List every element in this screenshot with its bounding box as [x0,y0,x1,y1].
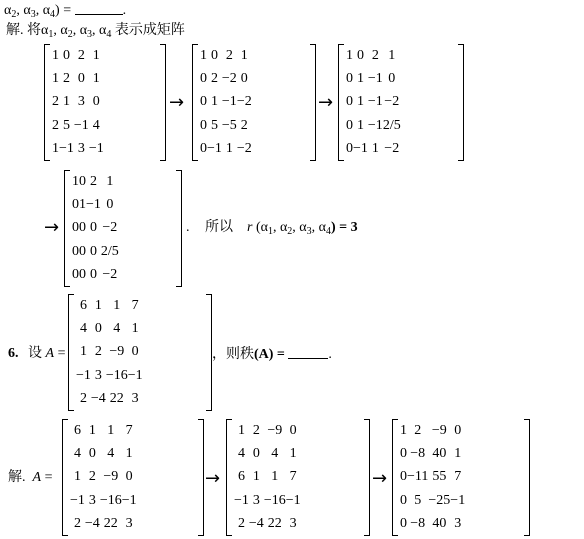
matrix-cell: 4 [92,117,100,133]
matrix-cell: 2 [237,516,245,532]
matrix-cell: 0 [252,446,260,462]
matrix-cell: 0 [400,516,407,532]
matrix-row [234,513,301,536]
matrix-row [234,419,301,442]
matrix-cell: 4 [107,446,115,462]
matrix-cell: 0 [346,117,353,133]
matrix-cell: −2 [384,141,400,157]
matrix-row [200,91,252,114]
matrix-row [400,419,465,442]
matrix-cell: 0 [94,321,102,337]
matrix-cell: −2 [384,94,400,110]
matrix-row [70,466,137,489]
matrix-cell: 4 [113,321,121,337]
matrix-cell: 2/5 [100,243,119,259]
matrix-row [234,442,301,465]
matrix-cell: 1 [210,94,218,110]
matrix-row [400,466,465,489]
period-after-m4: . [186,220,190,235]
matrix-cell: 1 [289,446,297,462]
matrix-cell: 2 [73,516,81,532]
matrix-cell: 0 [200,117,207,133]
matrix-cell: −1 [234,492,249,508]
matrix-row [72,240,119,263]
matrix-cell: −1 [127,367,143,383]
matrix-cell: 1 [94,297,102,313]
matrix-cell: 22 [109,391,124,407]
matrix-cell: 0 [400,469,407,485]
matrix-cell: 0 [210,47,218,63]
matrix-cell: −9 [103,469,119,485]
matrix-row [70,513,137,536]
matrix-cell: 0 [200,94,207,110]
matrix-cell: 0 [400,446,407,462]
matrix-cell: 2 [79,391,87,407]
matrix-cell: 0 [79,173,86,189]
matrix-cell: 1 [52,47,59,63]
matrix-cell: 7 [454,469,462,485]
matrix-B [62,419,204,536]
matrix-cell: 1 [52,141,59,157]
matrix-cell: −2 [236,94,252,110]
matrix-cell: 2 [414,422,422,438]
arrow-5: → [372,468,388,489]
matrix-cell: 0 [388,71,396,87]
matrix-cell: 2 [77,47,85,63]
matrix-cell: 1 [62,94,70,110]
matrix-cell: 1 [52,71,59,87]
matrix-row [52,138,104,161]
matrix-cell: 1 [92,47,100,63]
matrix-cell: 3 [94,367,102,383]
matrix-cell: 0 [79,220,86,236]
matrix-cell: 1 [371,141,379,157]
matrix-C [226,419,370,536]
matrix-cell: 5 [414,492,422,508]
matrix-cell: −4 [248,516,264,532]
matrix-cell: 5 [210,117,218,133]
solution-intro-line: 解. 将$\alpha_1$, $\alpha_2$, $\alpha_3$, $\alpha_4$ 表示成矩阵 [6,23,185,40]
matrix-row [72,217,119,240]
top-fragment-line: $\alpha_2$, $\alpha_3$, $\alpha_4$) = . [4,3,127,20]
matrix-cell: 7 [289,469,297,485]
matrix-row [346,44,401,67]
matrix-row [346,91,401,114]
question-6-tail: ，则秩(A) = . [212,347,332,362]
matrix-cell: 2 [94,344,102,360]
matrix-row [400,442,465,465]
matrix-cell: −8 [410,446,426,462]
matrix-cell: −11 [407,469,429,485]
matrix-row [346,138,401,161]
rank-statement: 所以 r ($\alpha_1$, $\alpha_2$, $\alpha_3$, $\alpha_4) = 3$ [205,220,358,237]
matrix-cell: −2 [236,141,252,157]
matrix-cell: 0 [72,243,79,259]
matrix-cell: −8 [410,516,426,532]
matrix-cell: −5 [221,117,237,133]
matrix-cell: 2 [240,117,248,133]
matrix-cell: 22 [267,516,282,532]
matrix-cell: 2 [371,47,379,63]
matrix-cell: −1 [285,492,301,508]
matrix-cell: 1 [200,47,207,63]
matrix-cell: 0 [89,267,97,283]
matrix-cell: 1 [400,422,407,438]
matrix-row [76,341,143,364]
matrix-cell: −1 [73,117,89,133]
matrix-cell: −16 [99,492,122,508]
matrix-cell: 4 [271,446,279,462]
matrix-cell: 1 [79,197,86,213]
matrix-cell: 1 [88,422,96,438]
matrix-cell: −1 [207,141,222,157]
matrix-cell: 22 [103,516,118,532]
matrix-cell: 4 [237,446,245,462]
matrix-D [392,419,530,536]
matrix-A-question [68,294,212,411]
matrix-cell: −1 [367,117,383,133]
matrix-cell: −16 [263,492,286,508]
matrix-cell: 1 [252,469,260,485]
matrix-cell: −4 [84,516,100,532]
matrix-cell: −1 [76,367,91,383]
matrix-cell: 1 [346,47,353,63]
matrix-m4 [64,170,182,287]
matrix-row [76,317,143,340]
matrix-cell: 2 [89,173,97,189]
matrix-cell: 0 [72,220,79,236]
matrix-cell: −4 [90,391,106,407]
matrix-cell: 40 [432,446,447,462]
matrix-cell: 0 [346,71,353,87]
matrix-cell: 0 [62,47,70,63]
matrix-cell: 2 [225,47,233,63]
matrix-row [234,489,301,512]
matrix-cell: 0 [240,71,248,87]
matrix-cell: 5 [62,117,70,133]
matrix-cell: 1 [454,446,462,462]
question-6-number: 6. [8,346,19,361]
matrix-cell: 1 [92,71,100,87]
matrix-cell: −1 [353,141,368,157]
matrix-row [200,138,252,161]
matrix-m1 [44,44,166,161]
matrix-row [200,114,252,137]
matrix-cell: 1 [73,469,81,485]
matrix-cell: 3 [88,492,96,508]
matrix-cell: 1 [356,94,364,110]
matrix-cell: 1 [225,141,233,157]
matrix-cell: −16 [105,367,128,383]
arrow-2: → [318,92,334,113]
matrix-m3 [338,44,464,161]
matrix-cell: 3 [289,516,297,532]
matrix-cell: −2 [102,220,118,236]
matrix-cell: 0 [106,197,114,213]
matrix-cell: 40 [432,516,447,532]
matrix-cell: 0 [289,422,297,438]
matrix-cell: 4 [79,321,87,337]
question-6-text: 设 A = [28,346,66,361]
matrix-cell: 1 [237,422,245,438]
matrix-row [70,442,137,465]
matrix-cell: 55 [432,469,447,485]
matrix-cell: −1 [367,94,383,110]
matrix-row [52,91,104,114]
matrix-cell: 0 [125,469,133,485]
matrix-row [70,419,137,442]
matrix-row [346,67,401,90]
matrix-cell: 1 [106,173,114,189]
matrix-row [76,364,143,387]
matrix-row [72,193,119,216]
matrix-row [70,489,137,512]
matrix-cell: −9 [109,344,125,360]
matrix-cell: −1 [121,492,137,508]
matrix-cell: −1 [70,492,85,508]
matrix-row [76,388,143,411]
matrix-cell: 1 [72,173,79,189]
matrix-cell: 2 [252,422,260,438]
matrix-cell: 0 [89,220,97,236]
matrix-cell: −2 [221,71,237,87]
matrix-row [52,114,104,137]
matrix-cell: 0 [79,267,86,283]
matrix-cell: 6 [237,469,245,485]
matrix-cell: 2 [52,94,59,110]
matrix-row [234,466,301,489]
matrix-cell: 7 [131,297,139,313]
matrix-cell: 0 [92,94,100,110]
matrix-cell: −1 [86,197,101,213]
matrix-cell: 7 [125,422,133,438]
matrix-cell: 1 [271,469,279,485]
matrix-row [52,44,104,67]
solution-2-label: 解. A = [8,470,53,485]
matrix-row [72,264,119,287]
matrix-row [400,513,465,536]
matrix-cell: −1 [59,141,74,157]
matrix-cell: 2 [210,71,218,87]
matrix-cell: 0 [131,344,139,360]
matrix-row [72,170,119,193]
matrix-cell: 1 [107,422,115,438]
matrix-cell: 0 [72,197,79,213]
matrix-cell: −9 [267,422,283,438]
matrix-cell: 1 [356,71,364,87]
matrix-cell: 0 [356,47,364,63]
matrix-cell: 1 [125,446,133,462]
matrix-cell: 3 [252,492,260,508]
matrix-cell: 6 [73,422,81,438]
matrix-cell: −1 [88,141,104,157]
matrix-cell: 1 [240,47,248,63]
matrix-cell: 0 [88,446,96,462]
matrix-cell: 2 [52,117,59,133]
matrix-row [200,67,252,90]
matrix-row [346,114,401,137]
matrix-cell: 1 [79,344,87,360]
matrix-cell: 0 [77,71,85,87]
matrix-row [400,489,465,512]
matrix-cell: 6 [79,297,87,313]
matrix-cell: 3 [131,391,139,407]
matrix-cell: 0 [200,71,207,87]
matrix-cell: 3 [77,141,85,157]
matrix-cell: 1 [356,117,364,133]
matrix-cell: 0 [89,243,97,259]
matrix-cell: 3 [125,516,133,532]
matrix-cell: 0 [454,422,462,438]
matrix-cell: 2 [62,71,70,87]
matrix-cell: 3 [454,516,462,532]
matrix-cell: 1 [113,297,121,313]
matrix-cell: 3 [77,94,85,110]
matrix-cell: 1 [388,47,396,63]
matrix-row [52,67,104,90]
matrix-cell: −25 [428,492,451,508]
matrix-cell: 0 [72,267,79,283]
matrix-cell: 0 [79,243,86,259]
matrix-cell: −9 [431,422,447,438]
arrow-1: → [169,92,185,113]
matrix-cell: −1 [450,492,466,508]
matrix-cell: 0 [346,94,353,110]
matrix-cell: −1 [367,71,383,87]
matrix-cell: 0 [346,141,353,157]
matrix-m2 [192,44,316,161]
arrow-4: → [205,468,221,489]
matrix-cell: 4 [73,446,81,462]
matrix-cell: 2/5 [382,117,401,133]
matrix-cell: 2 [88,469,96,485]
matrix-cell: 1 [131,321,139,337]
matrix-cell: −1 [221,94,237,110]
arrow-3: → [44,217,60,238]
matrix-row [76,294,143,317]
matrix-row [200,44,252,67]
matrix-cell: 0 [400,492,407,508]
matrix-cell: 0 [200,141,207,157]
matrix-cell: −2 [102,267,118,283]
